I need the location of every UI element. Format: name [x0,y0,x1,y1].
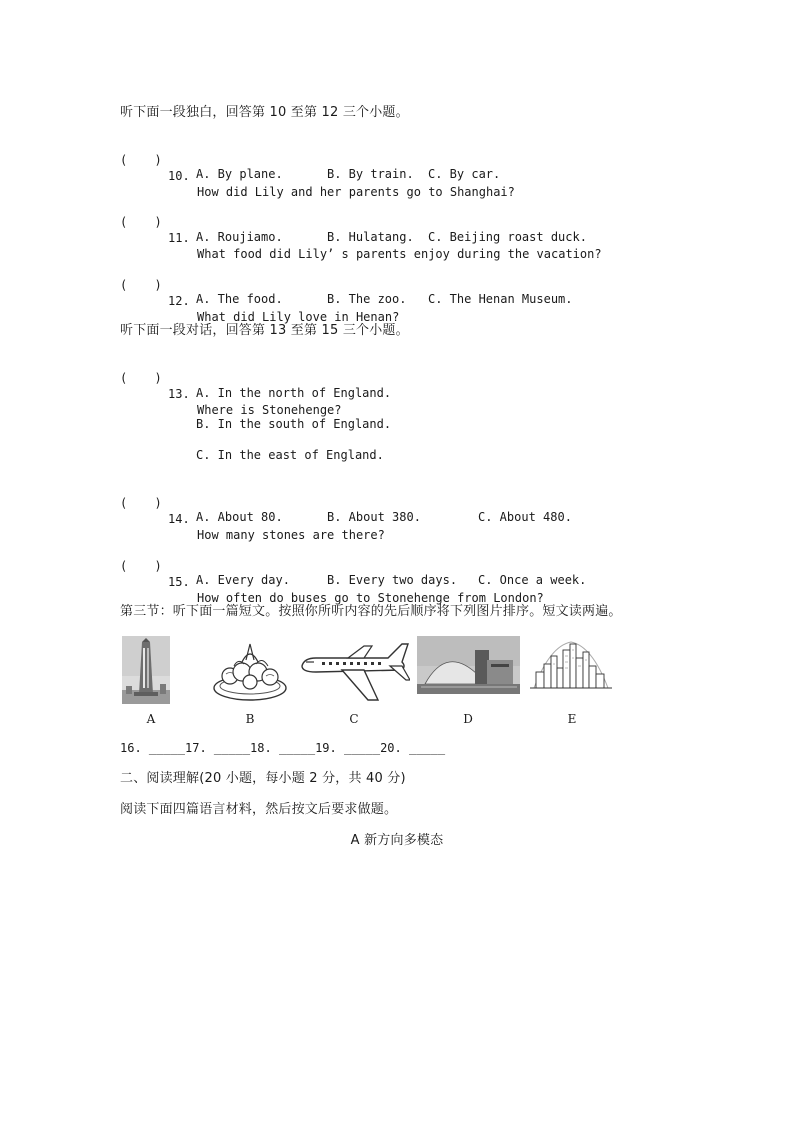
option-c: C. About 480. [478,510,572,524]
question-text: Where is Stonehenge? [197,403,342,417]
museum-building-icon [417,636,520,694]
airplane-icon [298,636,410,704]
option-b: B. Hulatang. [327,230,414,244]
question-text: What did Lily love in Henan? [197,310,400,324]
option-b: B. The zoo. [327,292,407,306]
instruction-section-3: 第三节：听下面一篇短文。按照你所听内容的先后顺序将下列图片排序。短文读两遍。 [120,604,622,619]
picture-label-a: A [146,712,156,726]
option-a: A. About 80. [196,510,283,524]
tower-icon [122,636,170,704]
picture-label-b: B [245,712,255,726]
option-b: B. Every two days. [327,573,458,587]
answer-paren[interactable]: ( ) [120,153,162,167]
picture-label-d: D [463,712,473,726]
option-c: C. The Henan Museum. [428,292,573,306]
option-c: C. Beijing roast duck. [428,230,587,244]
answer-paren[interactable]: ( ) [120,371,162,385]
question-number: 14. [168,512,190,526]
instruction-dialogue: 听下面一段对话，回答第 13 至第 15 三个小题。 [120,323,409,338]
question-text: How often do buses go to Stonehenge from London? [197,591,544,605]
picture-label-c: C [349,712,359,726]
ordering-answer-blanks[interactable]: 16. _____17. _____18. _____19. _____20. _____ [120,741,446,755]
option-b: B. By train. [327,167,414,181]
option-a: A. By plane. [196,167,283,181]
answer-paren[interactable]: ( ) [120,215,162,229]
question-text: What food did Lily’ s parents enjoy during the vacation? [197,247,602,261]
option-b: B. In the south of England. [196,417,392,431]
answer-paren[interactable]: ( ) [120,278,162,292]
question-number: 11. [168,231,190,245]
question-text: How did Lily and her parents go to Shanghai? [197,185,515,199]
food-platter-icon [212,636,288,704]
answer-paren[interactable]: ( ) [120,496,162,510]
option-c: C. By car. [428,167,501,181]
part-2-title: 二、阅读理解(20 小题，每小题 2 分，共 40 分) [120,771,406,786]
answer-paren[interactable]: ( ) [120,559,162,573]
question-number: 15. [168,575,190,589]
option-c: C. Once a week. [478,573,587,587]
option-a: A. Roujiamo. [196,230,283,244]
city-skyline-icon [530,636,612,692]
option-a: A. In the north of England. [196,386,392,400]
picture-label-e: E [567,712,577,726]
instruction-monologue: 听下面一段独白，回答第 10 至第 12 三个小题。 [120,105,409,120]
question-text: How many stones are there? [197,528,385,542]
question-number: 13. [168,387,190,401]
question-number: 12. [168,294,190,308]
question-number: 10. [168,169,190,183]
part-2-instruction: 阅读下面四篇语言材料，然后按文后要求做题。 [120,802,398,817]
passage-a-title: A 新方向多模态 [350,833,444,848]
option-b: B. About 380. [327,510,421,524]
option-c: C. In the east of England. [196,448,384,462]
option-a: A. Every day. [196,573,290,587]
option-a: A. The food. [196,292,283,306]
